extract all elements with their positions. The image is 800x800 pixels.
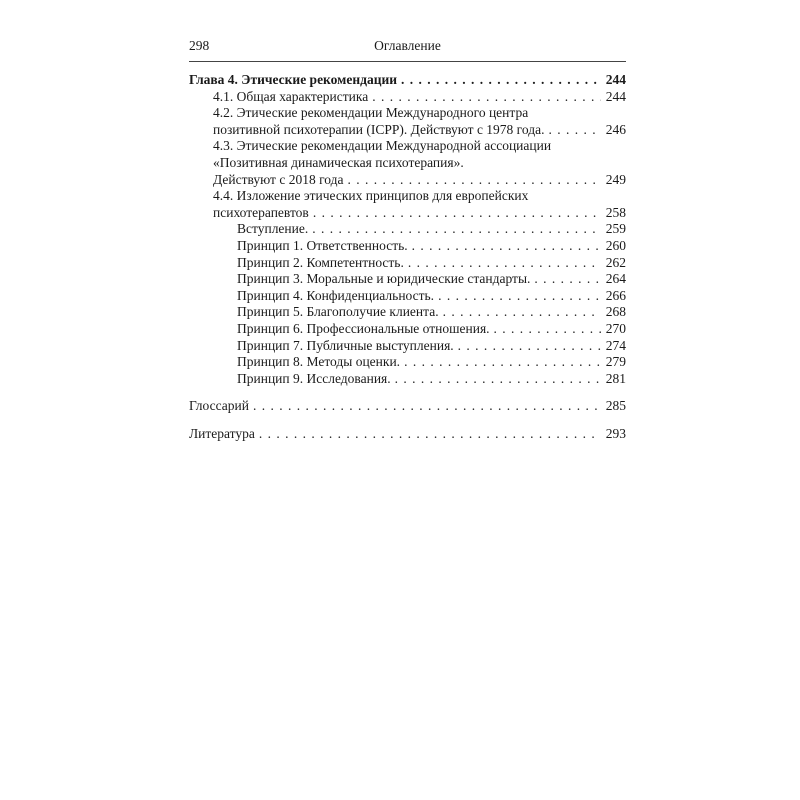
running-head	[189, 38, 626, 56]
dot-leader	[401, 72, 601, 89]
toc-entry	[189, 238, 626, 255]
toc-entry-text: Принцип 4. Конфиденциальность.	[237, 287, 435, 303]
dot-leader	[348, 172, 602, 189]
toc-entry-text: Принцип 6. Профессиональные отношения.	[237, 320, 490, 336]
dot-leader	[534, 271, 601, 288]
toc-entry-text: Принцип 2. Компетентность.	[237, 254, 404, 270]
toc-entry	[189, 271, 626, 288]
toc-entry	[189, 138, 626, 188]
toc-entry	[189, 426, 626, 443]
header-title: Оглавление	[374, 38, 441, 53]
toc-entry	[189, 188, 626, 221]
toc-entry-line	[237, 304, 626, 321]
toc-page-number: 266	[605, 287, 626, 303]
toc-page-number: 244	[605, 88, 626, 104]
dot-leader	[443, 304, 601, 321]
dot-leader	[372, 89, 601, 106]
toc-entry-line	[237, 371, 626, 388]
toc-entry-text: Глоссарий	[189, 398, 249, 414]
toc-entry-line	[213, 105, 626, 122]
header-rule	[189, 61, 626, 62]
toc-entry-line	[213, 122, 626, 139]
toc-page-number: 244	[605, 72, 626, 87]
toc-page-number: 264	[605, 271, 626, 287]
toc-entry-text: Принцип 5. Благополучие клиента.	[237, 304, 439, 320]
toc-entry-text: 4.3. Этические рекомендации Международной ассоциации	[213, 138, 552, 154]
toc-entry	[189, 255, 626, 272]
toc-entry	[189, 89, 626, 106]
dot-leader	[408, 255, 601, 272]
toc-entry-line	[213, 172, 626, 189]
toc-entry	[189, 105, 626, 138]
toc-page-number: 293	[605, 425, 626, 441]
toc-entry-line	[213, 89, 626, 106]
toc-entry-text: 4.1. Общая характеристика	[213, 88, 369, 104]
toc-entry-line	[237, 221, 626, 238]
dot-leader	[259, 426, 601, 443]
dot-leader	[548, 122, 601, 139]
toc-entry-text: Действуют с 2018 года	[213, 171, 344, 187]
toc-entry-line	[237, 238, 626, 255]
toc-entry-line	[237, 288, 626, 305]
toc-entry-line	[213, 188, 626, 205]
dot-leader	[395, 371, 601, 388]
toc-entry-line	[237, 271, 626, 288]
toc-entry-text: Глава 4. Этические рекомендации	[189, 72, 398, 87]
dot-leader	[458, 338, 601, 355]
toc-page-number: 259	[605, 221, 626, 237]
toc-entry-line	[237, 255, 626, 272]
toc-page-number: 260	[605, 237, 626, 253]
dot-leader	[438, 288, 601, 305]
toc-page-number: 258	[605, 204, 626, 220]
dot-leader	[253, 398, 601, 415]
toc-entry-line	[189, 72, 626, 89]
toc-entry-line	[213, 155, 626, 172]
table-of-contents	[189, 72, 626, 442]
dot-leader	[312, 221, 601, 238]
toc-entry-text: позитивной психотерапии (ICPP). Действуют с 1978 года.	[213, 121, 545, 137]
toc-entry-text: 4.4. Изложение этических принципов для европейских	[213, 188, 529, 204]
toc-entry-line	[213, 138, 626, 155]
toc-page-number: 268	[605, 304, 626, 320]
toc-entry	[189, 221, 626, 238]
toc-page-number: 246	[605, 121, 626, 137]
toc-entry-text: Принцип 3. Моральные и юридические стандарты.	[237, 271, 531, 287]
toc-entry-text: «Позитивная динамическая психотерапия».	[213, 154, 464, 170]
toc-entry	[189, 354, 626, 371]
toc-entry	[189, 72, 626, 89]
dot-leader	[313, 205, 601, 222]
toc-entry-text: 4.2. Этические рекомендации Международного центра	[213, 105, 529, 121]
toc-entry-text: Принцип 1. Ответственность.	[237, 237, 408, 253]
toc-page-number: 270	[605, 320, 626, 336]
toc-entry	[189, 398, 626, 415]
toc-entry-line	[189, 426, 626, 443]
toc-entry-text: Литература	[189, 425, 255, 441]
toc-entry-text: Принцип 9. Исследования.	[237, 370, 391, 386]
toc-page-number: 274	[605, 337, 626, 353]
toc-entry-line	[213, 205, 626, 222]
toc-page-number: 281	[605, 370, 626, 386]
toc-page-number: 249	[605, 171, 626, 187]
toc-entry-text: Принцип 7. Публичные выступления.	[237, 337, 454, 353]
toc-entry-line	[237, 321, 626, 338]
toc-entry	[189, 338, 626, 355]
toc-entry-text: Вступление.	[237, 221, 309, 237]
page-number: 298	[189, 38, 210, 53]
dot-leader	[404, 354, 601, 371]
toc-entry	[189, 371, 626, 388]
dot-leader	[412, 238, 601, 255]
toc-entry-text: Принцип 8. Методы оценки.	[237, 354, 401, 370]
page-content	[189, 38, 626, 442]
toc-entry	[189, 288, 626, 305]
toc-entry-line	[237, 338, 626, 355]
toc-page-number: 285	[605, 398, 626, 414]
dot-leader	[494, 321, 601, 338]
toc-page-number: 262	[605, 254, 626, 270]
toc-entry-line	[189, 398, 626, 415]
toc-entry-text: психотерапевтов	[213, 204, 309, 220]
toc-entry	[189, 321, 626, 338]
toc-entry-line	[237, 354, 626, 371]
toc-page-number: 279	[605, 354, 626, 370]
toc-entry	[189, 304, 626, 321]
